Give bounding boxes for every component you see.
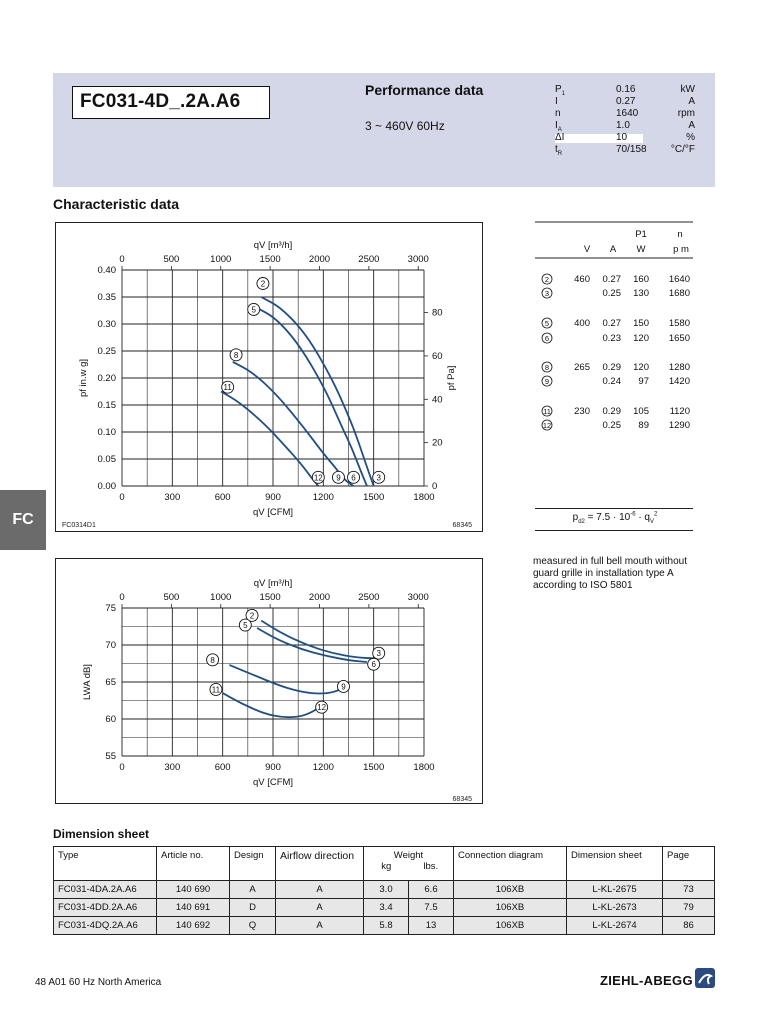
table-row xyxy=(54,917,715,935)
pressure-chart-svg xyxy=(56,223,484,533)
cell-airflow: A xyxy=(276,899,364,917)
table-power: 97 xyxy=(638,376,649,387)
spec-symbol: $t_R$ xyxy=(555,144,563,157)
x-tick-label: 300 xyxy=(164,762,181,773)
table-voltage: 400 xyxy=(574,318,590,329)
cell-connection: 106XB xyxy=(454,917,567,935)
spec-value: 70/158 xyxy=(616,144,647,155)
chart-ref: 68345 xyxy=(452,522,472,529)
cell-lbs: 6.6 xyxy=(409,881,454,899)
col-article: Article no. xyxy=(157,847,230,881)
x-top-tick-label: 500 xyxy=(163,254,180,265)
table-current: 0.27 xyxy=(602,274,621,285)
table-row xyxy=(54,899,715,917)
table-point-label: 5 xyxy=(544,319,550,328)
y-right-tick-label: 40 xyxy=(432,394,443,406)
table-speed: 1580 xyxy=(668,318,690,329)
x-top-tick-label: 0 xyxy=(119,254,125,265)
table-speed: 1640 xyxy=(668,274,690,285)
spec-unit: rpm xyxy=(677,108,695,119)
formula-text: $p_{d2} = 7.5 \cdot 10^{-6} \cdot q_V^2$ xyxy=(572,512,658,526)
operating-point-label: 11 xyxy=(211,685,221,695)
spec-value: 1640 xyxy=(616,108,639,119)
sound-chart-svg xyxy=(56,559,484,805)
x-top-tick-label: 2000 xyxy=(308,592,331,603)
x-tick-label: 1500 xyxy=(363,492,385,503)
formula-top-rule xyxy=(535,508,693,509)
spec-unit: A xyxy=(688,96,695,107)
operating-point-label: 8 xyxy=(233,350,239,360)
spec-symbol: ΔI xyxy=(555,132,565,143)
table-power: 120 xyxy=(633,333,649,344)
table-speed: 1420 xyxy=(668,376,690,387)
table-power: 130 xyxy=(633,288,649,299)
series-curve-2 xyxy=(261,297,373,486)
cell-design: A xyxy=(230,881,276,899)
y-tick-label: 55 xyxy=(105,751,116,762)
x-top-axis-label: qV [m³/h] xyxy=(253,578,293,589)
col-design: Design xyxy=(230,847,276,881)
y-tick-label: 0.15 xyxy=(97,400,116,411)
x-top-tick-label: 500 xyxy=(163,592,180,603)
x-top-tick-label: 0 xyxy=(119,592,125,603)
table-point-label: 2 xyxy=(544,275,550,284)
table-speed: 1120 xyxy=(669,406,690,417)
operating-point-label: 12 xyxy=(317,703,327,713)
cell-connection: 106XB xyxy=(454,899,567,917)
x-tick-label: 0 xyxy=(119,762,125,773)
y-tick-label: 0.35 xyxy=(97,292,116,303)
table-voltage: 460 xyxy=(574,274,590,285)
operating-point-label: 3 xyxy=(376,473,381,483)
x-top-tick-label: 1500 xyxy=(259,592,281,603)
y-tick-label: 0.30 xyxy=(97,319,116,330)
chart-ref: 68345 xyxy=(452,796,472,803)
brand-logo: ZIEHL-ABEGG xyxy=(600,973,693,988)
x-top-tick-label: 1500 xyxy=(259,254,281,265)
cell-design: D xyxy=(230,899,276,917)
x-top-tick-label: 3000 xyxy=(407,254,429,265)
table-point-label: 11 xyxy=(543,407,551,416)
x-tick-label: 1800 xyxy=(413,762,435,773)
series-curve-11 xyxy=(223,693,319,717)
table-point-label: 12 xyxy=(542,421,552,430)
spec-symbol: $P_1$ xyxy=(555,84,566,97)
col-weight-units xyxy=(364,861,453,872)
operating-point-label: 5 xyxy=(251,305,256,315)
table-current: 0.29 xyxy=(602,362,621,373)
x-tick-label: 0 xyxy=(119,492,125,503)
y-tick-label: 0.05 xyxy=(97,454,116,465)
x-axis-label: qV [CFM] xyxy=(252,777,294,788)
operating-point-label: 2 xyxy=(249,611,255,621)
col-page: Page xyxy=(663,847,715,881)
table-power: 89 xyxy=(638,420,649,431)
y-right-tick-label: 20 xyxy=(432,437,443,449)
table-current: 0.25 xyxy=(602,288,621,299)
formula-bottom-rule xyxy=(535,530,693,531)
brand-logo-glyph xyxy=(695,968,715,988)
operating-point-label: 9 xyxy=(341,682,346,692)
measurement-note: measured in full bell mouth without guard grille in installation type A according to ISO 5801 xyxy=(533,556,687,591)
table-col-label: V xyxy=(583,244,591,255)
dimension-table-header xyxy=(54,847,715,881)
x-tick-label: 600 xyxy=(214,492,231,503)
footer-page-info: 48 A01 60 Hz North America xyxy=(35,977,162,988)
cell-dimension: L-KL-2674 xyxy=(567,917,663,935)
operating-point-label: 3 xyxy=(376,649,381,659)
performance-title: Performance data xyxy=(365,82,484,98)
table-speed: 1680 xyxy=(668,288,690,299)
spec-unit: A xyxy=(688,120,695,131)
operating-point-label: 11 xyxy=(223,383,232,393)
table-col-label: p m xyxy=(673,244,689,255)
y-tick-label: 70 xyxy=(105,640,116,651)
cell-page: 79 xyxy=(663,899,715,917)
cell-dimension: L-KL-2673 xyxy=(567,899,663,917)
y-right-tick-label: 60 xyxy=(432,350,443,362)
cell-airflow: A xyxy=(276,881,364,899)
cell-kg: 5.8 xyxy=(364,917,409,935)
section-title: Characteristic data xyxy=(53,196,180,212)
spec-subscript: R xyxy=(557,151,563,157)
col-weight-label: Weight xyxy=(393,850,424,861)
x-tick-label: 1500 xyxy=(363,762,385,773)
table-power: 105 xyxy=(633,406,649,417)
y-tick-label: 0.10 xyxy=(97,427,116,438)
cell-article: 140 691 xyxy=(157,899,230,917)
col-connection: Connection diagram xyxy=(454,847,567,881)
y-right-tick-label: 80 xyxy=(432,307,443,319)
spec-value: 1.0 xyxy=(616,120,630,131)
table-current: 0.29 xyxy=(602,406,621,417)
table-speed: 1280 xyxy=(668,362,690,373)
chart-code: FC0314D1 xyxy=(62,522,96,529)
table-col-label: W xyxy=(636,244,646,255)
operating-point-label: 9 xyxy=(336,473,341,483)
x-top-tick-label: 3000 xyxy=(407,592,429,603)
table-power: 160 xyxy=(633,274,649,285)
table-col-label: A xyxy=(609,244,617,255)
table-current: 0.24 xyxy=(602,376,621,387)
x-tick-label: 600 xyxy=(214,762,231,773)
model-title: FC031-4D_.2A.A6 xyxy=(72,86,270,119)
spec-unit: kW xyxy=(680,84,695,95)
cell-dimension: L-KL-2675 xyxy=(567,881,663,899)
dimension-table xyxy=(53,846,715,935)
table-speed: 1290 xyxy=(668,420,690,431)
x-tick-label: 900 xyxy=(265,492,281,503)
spec-symbol: I xyxy=(555,96,558,107)
x-top-tick-label: 2000 xyxy=(308,254,331,265)
sound-chart xyxy=(55,558,483,804)
col-kg: kg xyxy=(381,861,392,872)
operating-point-label: 5 xyxy=(243,621,248,631)
spec-unit: °C/°F xyxy=(670,144,695,155)
y-right-axis-label: pf Pa] xyxy=(446,365,457,391)
y-right-tick-label: 0 xyxy=(432,481,438,492)
dimension-title: Dimension sheet xyxy=(53,827,150,841)
operating-point-label: 6 xyxy=(351,473,356,483)
col-airflow: Airflow direction xyxy=(276,847,364,881)
table-voltage: 265 xyxy=(574,362,590,373)
col-weight xyxy=(364,847,454,881)
y-tick-label: 0.25 xyxy=(97,346,116,357)
table-point-label: 3 xyxy=(544,289,550,298)
cell-type: FC031-4DA.2A.A6 xyxy=(54,881,157,899)
table-row xyxy=(54,881,715,899)
table-current: 0.23 xyxy=(602,333,621,344)
cell-page: 86 xyxy=(663,917,715,935)
operating-point-label: 8 xyxy=(210,655,215,665)
table-header-power: P1 xyxy=(635,229,647,240)
table-speed: 1650 xyxy=(668,333,690,344)
x-tick-label: 1200 xyxy=(312,492,334,503)
spec-symbol: $I_A$ xyxy=(555,120,562,133)
x-top-tick-label: 1000 xyxy=(210,254,232,265)
table-point-label: 8 xyxy=(544,363,550,372)
table-point-label: 9 xyxy=(544,377,550,386)
cell-article: 140 690 xyxy=(157,881,230,899)
operating-point-label: 12 xyxy=(313,473,323,483)
spec-unit: % xyxy=(686,132,695,143)
x-top-axis-label: qV [m³/h] xyxy=(253,240,293,251)
x-tick-label: 300 xyxy=(164,492,181,503)
x-top-tick-label: 2500 xyxy=(358,254,380,265)
spec-subscript: A xyxy=(557,127,562,133)
y-tick-label: 0.40 xyxy=(97,265,116,276)
x-axis-label: qV [CFM] xyxy=(252,507,294,518)
cell-type: FC031-4DQ.2A.A6 xyxy=(54,917,157,935)
cell-connection: 106XB xyxy=(454,881,567,899)
series-curve-8 xyxy=(233,362,354,486)
y-axis-label: LWA dB] xyxy=(82,664,93,700)
operating-table-svg xyxy=(535,221,695,526)
cell-kg: 3.0 xyxy=(364,881,409,899)
x-tick-label: 1800 xyxy=(413,492,435,503)
spec-value: 0.27 xyxy=(616,96,636,107)
table-current: 0.27 xyxy=(602,318,621,329)
spec-symbol: n xyxy=(555,108,561,119)
series-curve-11 xyxy=(221,392,318,487)
table-point-label: 6 xyxy=(544,334,550,343)
cell-article: 140 692 xyxy=(157,917,230,935)
col-lbs: lbs. xyxy=(423,861,439,872)
x-tick-label: 1200 xyxy=(312,762,334,773)
table-current: 0.25 xyxy=(602,420,621,431)
col-dimension: Dimension sheet xyxy=(567,847,663,881)
spec-value: 10 xyxy=(616,132,628,143)
x-top-tick-label: 1000 xyxy=(210,592,232,603)
section-tab[interactable]: FC xyxy=(0,490,46,550)
cell-lbs: 7.5 xyxy=(409,899,454,917)
col-type: Type xyxy=(54,847,157,881)
y-tick-label: 60 xyxy=(105,714,116,725)
series-curve-8 xyxy=(229,665,345,693)
x-top-tick-label: 2500 xyxy=(358,592,380,603)
table-power: 120 xyxy=(633,362,649,373)
table-power: 150 xyxy=(633,318,649,329)
table-header-speed: n xyxy=(677,229,683,240)
cell-kg: 3.4 xyxy=(364,899,409,917)
pressure-chart xyxy=(55,222,483,532)
formula xyxy=(540,512,690,525)
y-axis-label: pf in.w g] xyxy=(78,358,89,398)
cell-page: 73 xyxy=(663,881,715,899)
x-tick-label: 900 xyxy=(265,762,281,773)
cell-type: FC031-4DD.2A.A6 xyxy=(54,899,157,917)
y-tick-label: 65 xyxy=(105,677,116,688)
spec-subscript: 1 xyxy=(561,91,566,97)
table-voltage: 230 xyxy=(574,406,590,417)
brand-logo-icon xyxy=(695,968,715,988)
y-tick-label: 0.20 xyxy=(97,373,116,384)
performance-subtitle: 3 ~ 460V 60Hz xyxy=(365,119,445,133)
cell-lbs: 13 xyxy=(409,917,454,935)
y-tick-label: 75 xyxy=(105,603,116,614)
cell-design: Q xyxy=(230,917,276,935)
operating-point-label: 2 xyxy=(260,279,266,289)
cell-airflow: A xyxy=(276,917,364,935)
y-tick-label: 0.00 xyxy=(97,481,116,492)
spec-value: 0.16 xyxy=(616,84,636,95)
operating-point-label: 6 xyxy=(371,660,376,670)
